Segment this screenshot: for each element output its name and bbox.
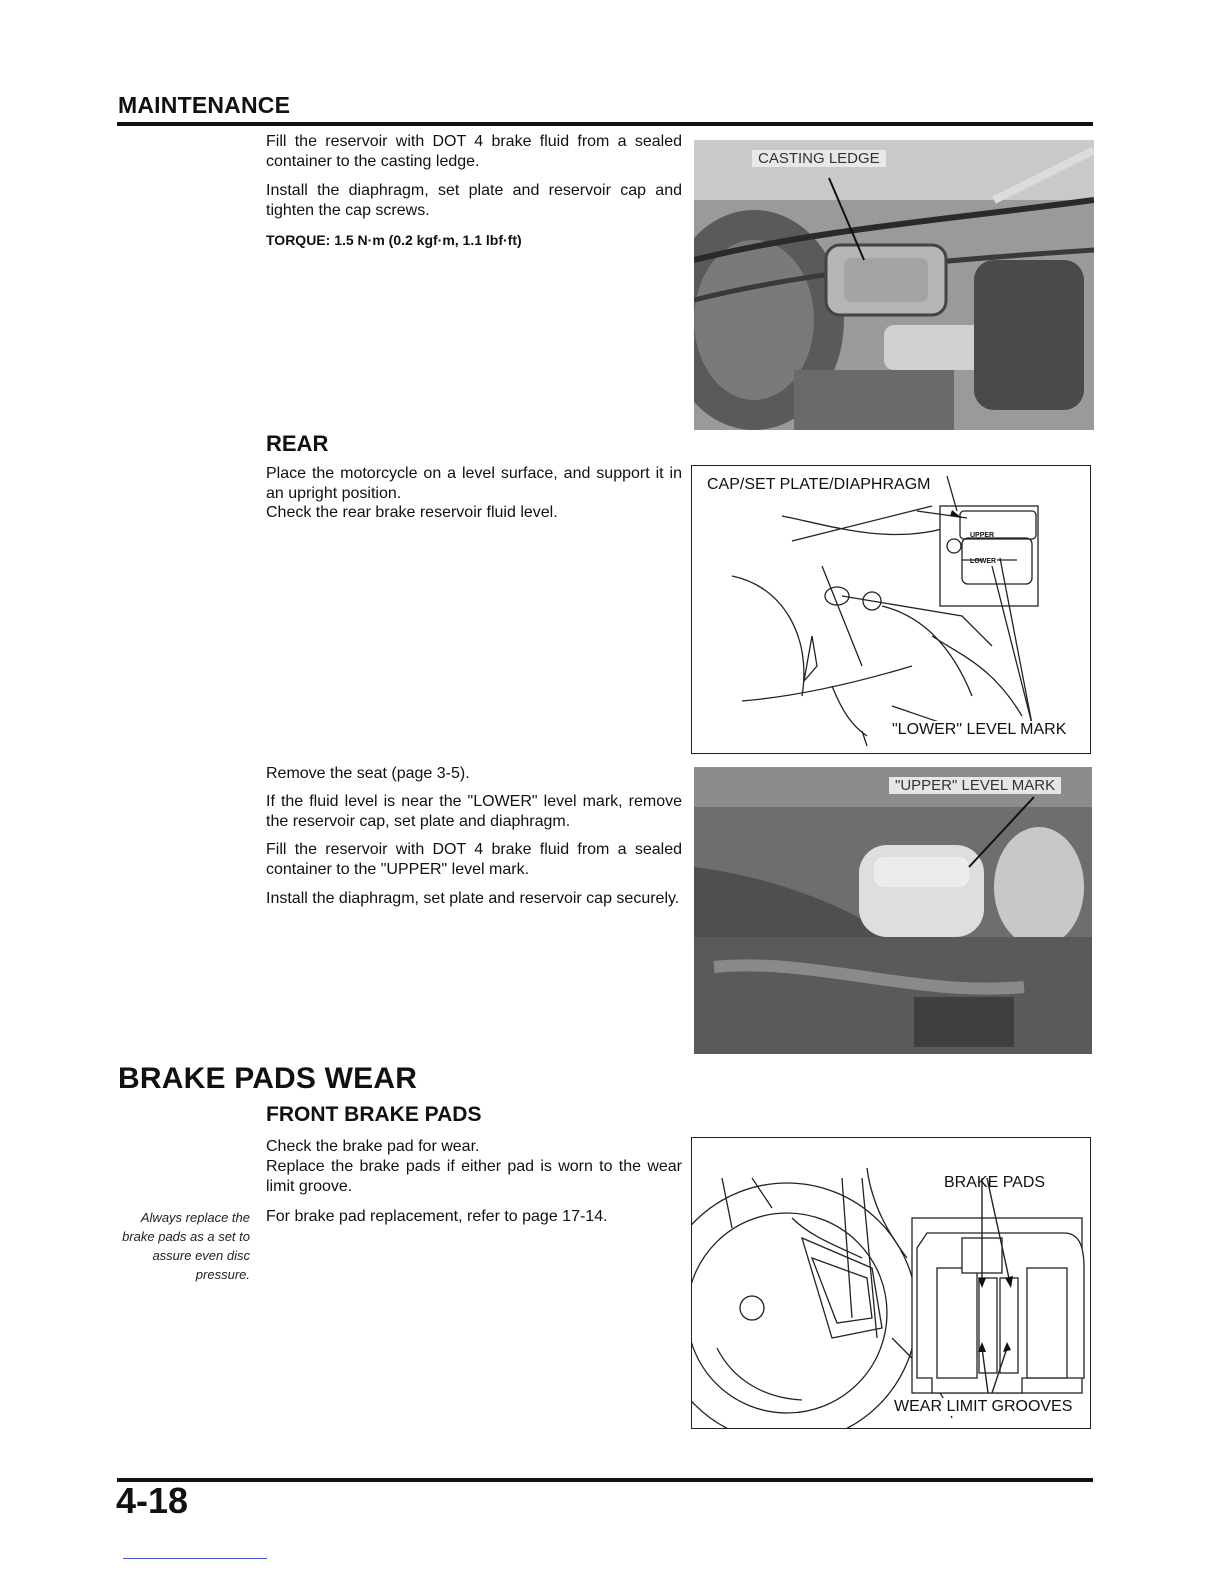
rear-support-instruction: Place the motorcycle on a level surface, and support it in an upright position. xyxy=(266,465,682,502)
upper-level-mark-photo-art xyxy=(694,767,1092,1054)
casting-ledge-photo xyxy=(694,140,1094,430)
fill-upper-instruction: Fill the reservoir with DOT 4 brake fluid from a sealed container to the "UPPER" level mark. xyxy=(266,841,682,878)
rear-heading: REAR xyxy=(266,431,329,456)
footer-link-line xyxy=(123,1558,267,1559)
brake-pads-wear-title: BRAKE PADS WEAR xyxy=(118,1062,418,1095)
install-securely-instruction: Install the diaphragm, set plate and reservoir cap securely. xyxy=(266,890,680,907)
rear-reservoir-diagram xyxy=(691,465,1091,754)
casting-ledge-photo-art xyxy=(694,140,1094,430)
brake-pads-diagram xyxy=(691,1137,1091,1429)
page-number: 4-18 xyxy=(116,1480,189,1521)
casting-ledge-label: CASTING LEDGE xyxy=(752,150,886,167)
section-header: MAINTENANCE xyxy=(118,92,291,118)
front-brake-pads-heading: FRONT BRAKE PADS xyxy=(266,1103,482,1126)
remove-seat-instruction: Remove the seat (page 3-5). xyxy=(266,765,470,782)
lower-level-instruction: If the fluid level is near the "LOWER" level mark, remove the reservoir cap, set plate and diaphragm. xyxy=(266,793,682,830)
rear-reservoir-diagram-art xyxy=(692,466,1090,753)
cap-set-plate-diaphragm-label: CAP/SET PLATE/DIAPHRAGM xyxy=(707,476,931,493)
lower-level-mark-label: "LOWER" LEVEL MARK xyxy=(892,721,1067,738)
replace-pad-instruction: Replace the brake pads if either pad is worn to the wear limit groove. xyxy=(266,1158,682,1195)
inset-upper-label: UPPER xyxy=(970,532,995,539)
wear-limit-grooves-label: WEAR LIMIT GROOVES xyxy=(894,1398,1073,1415)
pad-set-side-note: Always replace the brake pads as a set to assure even disc pressure. xyxy=(122,1210,250,1282)
pad-replacement-reference: For brake pad replacement, refer to page 17-14. xyxy=(266,1208,608,1225)
rear-check-instruction: Check the rear brake reservoir fluid level. xyxy=(266,504,558,521)
fill-instruction: Fill the reservoir with DOT 4 brake fluid from a sealed container to the casting ledge. xyxy=(266,133,682,170)
brake-pads-label: BRAKE PADS xyxy=(944,1174,1046,1191)
check-pad-instruction: Check the brake pad for wear. xyxy=(266,1138,480,1155)
inset-lower-label: LOWER xyxy=(970,558,997,565)
install-instruction: Install the diaphragm, set plate and reservoir cap and tighten the cap screws. xyxy=(266,182,682,219)
header-rule xyxy=(117,122,1093,126)
footer-rule xyxy=(117,1478,1093,1482)
torque-spec: TORQUE: 1.5 N·m (0.2 kgf·m, 1.1 lbf·ft) xyxy=(266,232,522,248)
upper-level-mark-photo xyxy=(694,767,1092,1054)
upper-level-mark-label: "UPPER" LEVEL MARK xyxy=(889,777,1061,794)
